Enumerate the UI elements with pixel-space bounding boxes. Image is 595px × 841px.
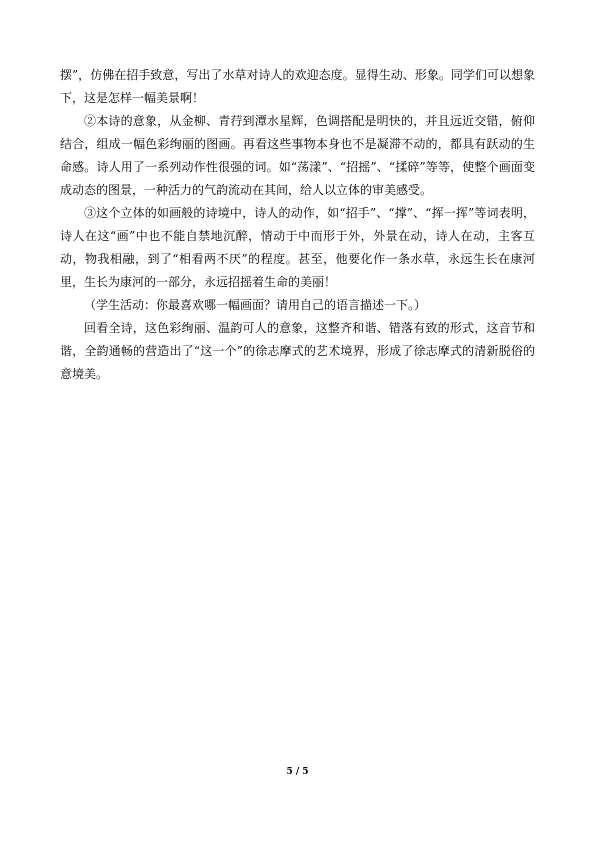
paragraph-review: 回看全诗，这色彩绚丽、温韵可人的意象，这整齐和谐、错落有致的形式，这音节和谐，全韵通畅的营造出了“这一个”的徐志摩式的艺术境界，形成了徐志摩式的清新脱俗的意境美。 xyxy=(60,321,535,381)
paragraph-continuation: 摆”，仿佛在招手致意，写出了水草对诗人的欢迎态度。显得生动、形象。同学们可以想象下，这是怎样一幅美景啊！ xyxy=(60,68,535,105)
document-body xyxy=(60,64,535,386)
paragraph-imagery: ②本诗的意象，从金柳、青荇到潭水星辉，色调搭配是明快的，并且远近交错，俯仰结合，组成一幅色彩绚丽的图画。再看这些事物本身也不是凝滞不动的，都具有跃动的生命感。诗人用了一系列动作性很强的词。如“荡漾”、“招摇”、“揉碎”等等，使整个画面变成动态的图景，一种活力的气韵流动在其间，给人以立体的审美感受。 xyxy=(60,114,535,197)
paragraph-poet-action: ③这个立体的如画般的诗境中，诗人的动作，如“招手”、“撑”、“挥一挥”等词表明，诗人在这“画”中也不能自禁地沉醉，情动于中而形于外，外景在动，诗人在动，主客互动，物我相融，到了“相看两不厌”的程度。甚至，他要化作一条水草，永远生长在康河里，生长为康河的一部分，永远招摇着生命的美丽！ xyxy=(60,206,535,289)
page-number: 5 / 5 xyxy=(286,767,309,777)
paragraph-student-activity: （学生活动：你最喜欢哪一幅画面？请用自己的语言描述一下。） xyxy=(84,298,427,312)
